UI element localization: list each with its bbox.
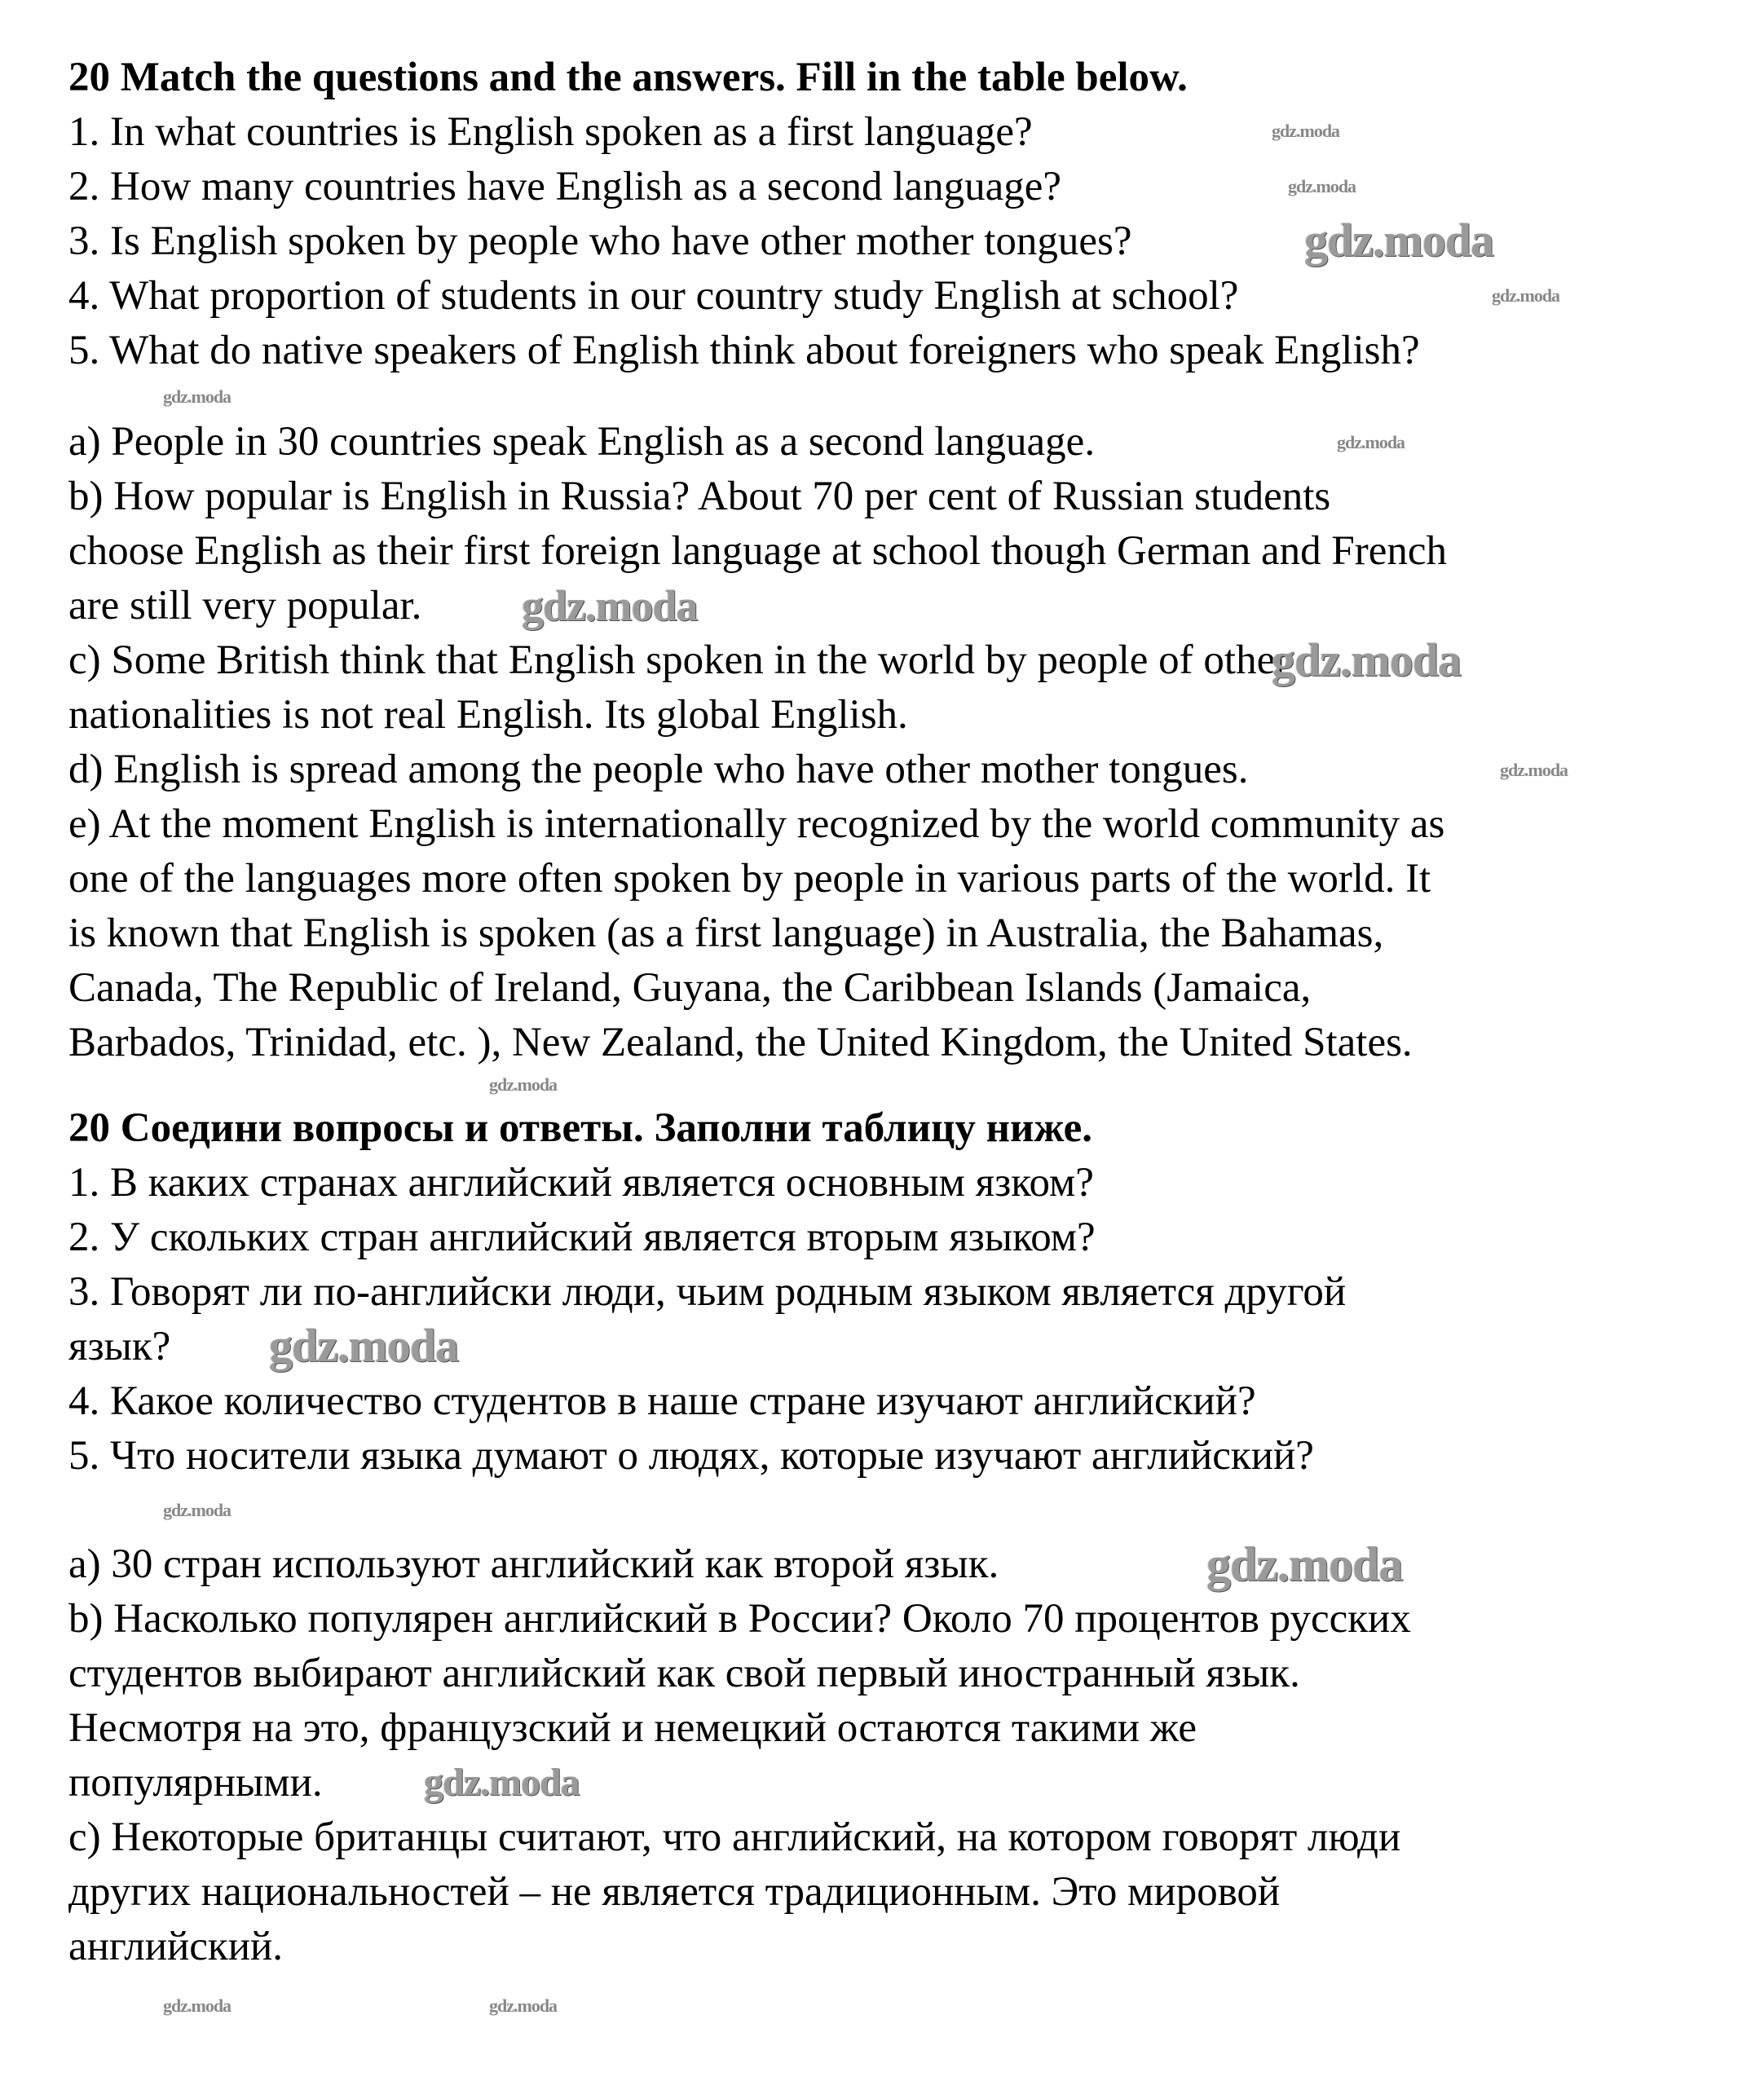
answer-c-line: nationalities is not real English. Its global English. [68, 692, 908, 738]
watermark: gdz.moda [1206, 1537, 1403, 1591]
answer-e [68, 797, 1731, 1070]
answer-d: d) English is spread among the people who have other mother tongues. [68, 747, 1249, 792]
answer-b-line: choose English as their first foreign language at school though German and French [68, 528, 1448, 574]
document-page [68, 51, 1731, 1974]
watermark: gdz.moda [522, 581, 698, 630]
watermark: gdz.moda [1272, 633, 1462, 686]
question-ru-1: 1. В каких странах английский является основным язком? [68, 1160, 1094, 1206]
question-ru-5: 5. Что носители языка думают о людях, которые изучают английский? [68, 1433, 1314, 1479]
question-5: 5. What do native speakers of English think about foreigners who speak English? [68, 328, 1420, 373]
answers-ru [68, 1537, 1731, 1974]
answer-b [68, 470, 1731, 633]
answer-ru-b [68, 1592, 1731, 1810]
answer-b-line: are still very popular. [68, 583, 422, 628]
watermark: gdz.moda [1288, 176, 1356, 196]
answer-b-line: b) How popular is English in Russia? About 70 per cent of Russian students [68, 474, 1331, 519]
answer-c-line: c) Some British think that English spoken in the world by people of other [68, 637, 1290, 683]
question-3: 3. Is English spoken by people who have other mother tongues? [68, 218, 1132, 264]
answer-e-line: Barbados, Trinidad, etc. ), New Zealand, the United Kingdom, the United States. [68, 1020, 1413, 1065]
answer-ru-c-line: c) Некоторые британцы считают, что английский, на котором говорят люди [68, 1814, 1401, 1860]
watermark: gdz.moda [163, 1995, 232, 2016]
answer-ru-b-line: популярными. [68, 1760, 323, 1806]
answers-en [68, 415, 1731, 1070]
watermark: gdz.moda [489, 1995, 558, 2016]
answer-ru-c-line: английский. [68, 1924, 284, 1969]
answer-c [68, 633, 1731, 743]
answer-e-line: e) At the moment English is internationally recognized by the world community as [68, 801, 1445, 847]
question-ru-2: 2. У скольких стран английский является вторым языком? [68, 1215, 1096, 1260]
watermark: gdz.moda [163, 386, 232, 407]
exercise-heading-ru: 20 Соедини вопросы и ответы. Заполни таблицу ниже. [68, 1105, 1093, 1151]
watermark: gdz.moda [163, 1500, 232, 1520]
exercise-heading-en: 20 Match the questions and the answers. Fill in the table below. [68, 55, 1188, 100]
watermark: gdz.moda [1500, 760, 1568, 780]
answer-ru-b-line: Несмотря на это, французский и немецкий остаются такими же [68, 1705, 1197, 1751]
answer-e-line: is known that English is spoken (as a first language) in Australia, the Bahamas, [68, 911, 1384, 956]
answer-ru-b-line: студентов выбирают английский как свой первый иностранный язык. [68, 1651, 1300, 1696]
watermark: gdz.moda [1304, 214, 1494, 267]
answer-ru-c-line: других национальностей – не является традиционным. Это мировой [68, 1869, 1281, 1915]
watermark: gdz.moda [1492, 285, 1560, 306]
answer-ru-a: a) 30 стран используют английский как второй язык. [68, 1541, 999, 1587]
answer-ru-b-line: b) Насколько популярен английский в России? Около 70 процентов русских [68, 1596, 1411, 1642]
watermark: gdz.moda [489, 1074, 558, 1095]
watermark: gdz.moda [1272, 121, 1340, 141]
question-1: 1. In what countries is English spoken as a first language? [68, 109, 1033, 155]
watermark: gdz.moda [424, 1761, 580, 1804]
answer-e-line: one of the languages more often spoken by people in various parts of the world. It [68, 856, 1431, 902]
answer-e-line: Canada, The Republic of Ireland, Guyana, the Caribbean Islands (Jamaica, [68, 965, 1312, 1011]
question-ru-4: 4. Какое количество студентов в наше стране изучают английский? [68, 1378, 1256, 1424]
answer-a: a) People in 30 countries speak English as a second language. [68, 419, 1096, 465]
question-2: 2. How many countries have English as a second language? [68, 164, 1061, 209]
watermark: gdz.moda [269, 1319, 459, 1372]
question-4: 4. What proportion of students in our country study English at school? [68, 273, 1239, 319]
question-ru-3-cont: язык? [68, 1324, 171, 1369]
answer-ru-c [68, 1810, 1731, 1974]
question-ru-3: 3. Говорят ли по-английски люди, чьим родным языком является другой [68, 1269, 1347, 1315]
watermark: gdz.moda [1337, 432, 1405, 452]
